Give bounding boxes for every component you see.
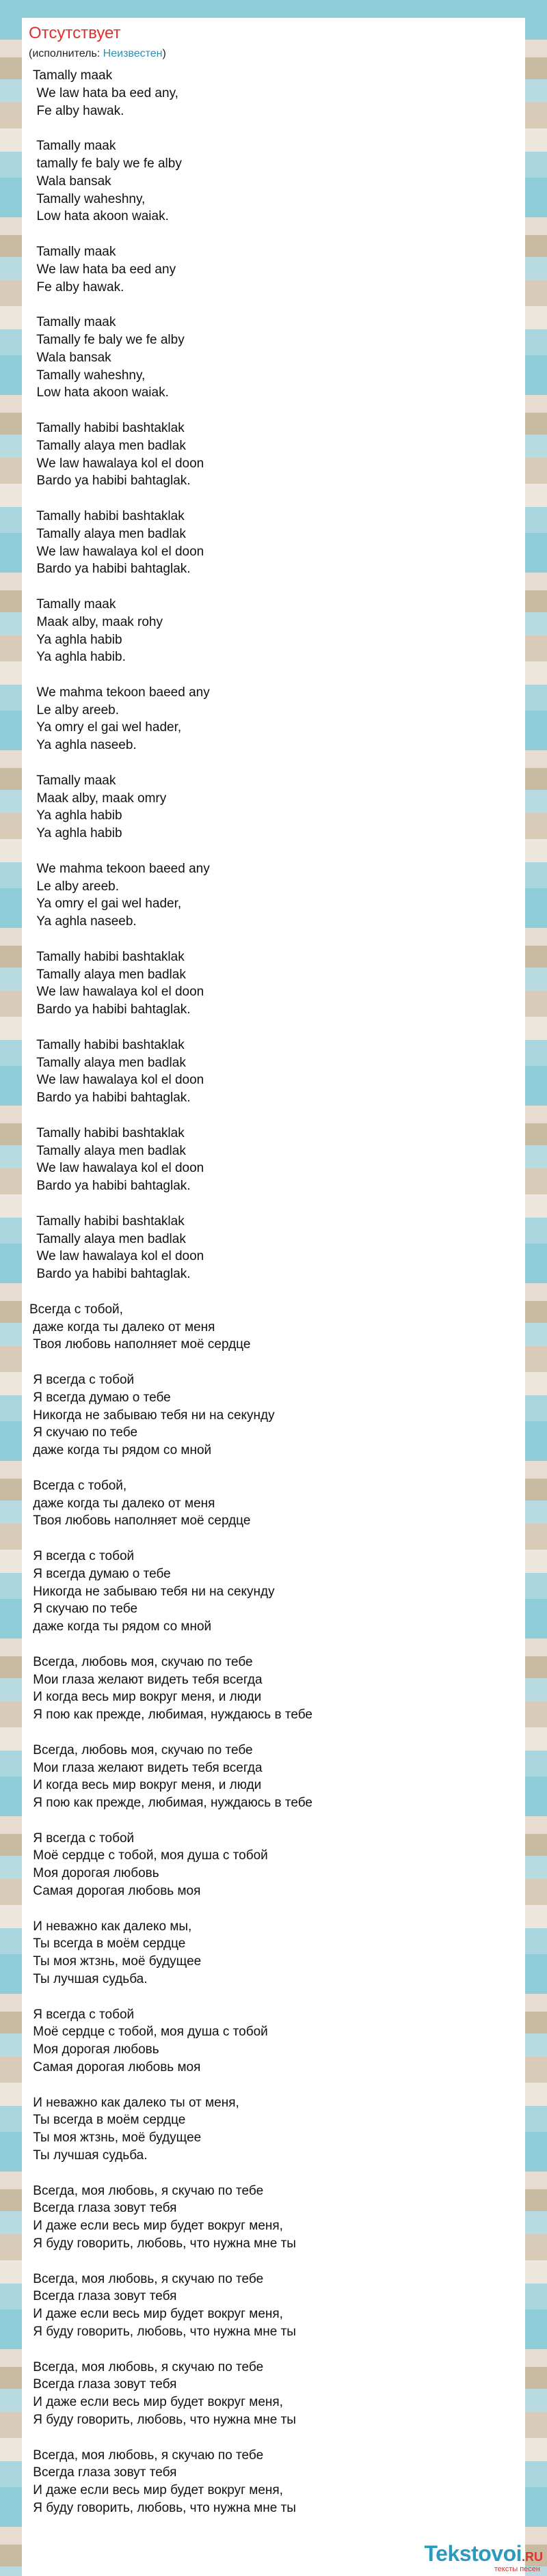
lyric-line: Я буду говорить, любовь, что нужна мне ты	[29, 2325, 296, 2339]
lyrics-stanza	[29, 1477, 515, 1530]
lyric-line: We law hawalaya kol el doon	[29, 456, 204, 471]
lyric-line: И неважно как далеко мы,	[29, 1919, 192, 1934]
lyric-line: Tamally fe baly we fe alby	[29, 332, 185, 347]
lyric-line: Tamally alaya men badlak	[29, 1143, 186, 1158]
lyric-line: Tamally maak	[29, 68, 113, 83]
lyric-line: Я всегда думаю о тебе	[29, 1390, 171, 1405]
lyric-line: We law hawalaya kol el doon	[29, 1249, 204, 1264]
lyrics-stanza	[29, 948, 515, 1019]
lyrics-stanza	[29, 508, 515, 578]
lyric-line: Я всегда думаю о тебе	[29, 1566, 171, 1581]
lyric-line: Tamally maak	[29, 315, 116, 330]
lyrics-stanza	[29, 2359, 515, 2429]
lyric-line: Всегда глаза зовут тебя	[29, 2201, 177, 2216]
lyrics-stanza	[29, 684, 515, 754]
lyrics-stanza	[29, 67, 515, 120]
lyric-line: Wala bansak	[29, 174, 111, 189]
lyric-line: Я пою как прежде, любимая, нуждаюсь в тебе	[29, 1708, 312, 1723]
lyric-line: Tamally habibi bashtaklak	[29, 1037, 185, 1052]
lyrics-stanza	[29, 2094, 515, 2165]
lyrics-stanza	[29, 2271, 515, 2341]
logo-wordmark: Tekstovoi	[424, 2541, 522, 2566]
lyric-line: We law hawalaya kol el doon	[29, 1073, 204, 1088]
lyric-line: Я пою как прежде, любимая, нуждаюсь в тебе	[29, 1796, 312, 1811]
lyric-line: Всегда, любовь моя, скучаю по тебе	[29, 1654, 253, 1669]
lyric-line: Tamally alaya men badlak	[29, 1231, 186, 1246]
lyric-line: Tamally alaya men badlak	[29, 526, 186, 541]
lyric-line: Le alby areeb.	[29, 702, 119, 717]
lyrics-stanza	[29, 1830, 515, 1900]
lyric-line: Твоя любовь наполняет моё сердце	[29, 1337, 251, 1352]
lyric-line: We law hawalaya kol el doon	[29, 544, 204, 559]
artist-link[interactable]: Неизвестен	[103, 48, 163, 59]
lyric-line: даже когда ты далеко от меня	[29, 1496, 215, 1511]
lyric-line: И неважно как далеко ты от меня,	[29, 2095, 239, 2110]
lyric-line: Tamally waheshny,	[29, 191, 146, 206]
lyrics-stanza	[29, 1548, 515, 1636]
lyric-line: Tamally maak	[29, 597, 116, 612]
lyric-line: Maak alby, maak omry	[29, 791, 167, 806]
lyric-line: И даже если весь мир будет вокруг меня,	[29, 2395, 283, 2410]
lyric-line: Le alby areeb.	[29, 879, 119, 894]
lyric-line: Моё сердце с тобой, моя душа с тобой	[29, 2025, 268, 2040]
artist-suffix: )	[162, 48, 166, 59]
lyric-line: We mahma tekoon baeed any	[29, 861, 210, 876]
lyrics-stanza	[29, 420, 515, 490]
site-logo[interactable]	[425, 2542, 544, 2573]
lyric-line: Fe alby hawak.	[29, 279, 124, 294]
lyric-line: Wala bansak	[29, 350, 111, 365]
lyric-line: Я всегда с тобой	[29, 1831, 135, 1846]
lyric-line: Моё сердце с тобой, моя душа с тобой	[29, 1848, 268, 1863]
lyrics-stanza	[29, 860, 515, 931]
logo-domain: .RU	[522, 2550, 543, 2564]
lyric-line: We law hata ba eed any	[29, 262, 176, 277]
lyric-line: We law hata ba eed any,	[29, 85, 178, 100]
lyric-line: Всегда глаза зовут тебя	[29, 2289, 177, 2304]
lyric-line: Моя дорогая любовь	[29, 2042, 159, 2057]
lyric-line: Мои глаза желают видеть тебя всегда	[29, 1672, 263, 1687]
lyric-line: Low hata akoon waiak.	[29, 385, 169, 400]
lyrics-page	[22, 18, 525, 2576]
lyric-line: Всегда глаза зовут тебя	[29, 2465, 177, 2480]
lyric-line: Я буду говорить, любовь, что нужна мне ты	[29, 2412, 296, 2427]
lyric-line: Ya aghla habib.	[29, 650, 126, 665]
lyric-line: Твоя любовь наполняет моё сердце	[29, 1513, 251, 1529]
lyric-line: Всегда с тобой,	[29, 1478, 127, 1493]
lyrics-stanza	[29, 596, 515, 666]
lyric-line: Bardo ya habibi bahtaglak.	[29, 1002, 191, 1017]
lyrics-stanza	[29, 1301, 515, 1354]
lyric-line: Ты моя жтзнь, моё будущее	[29, 1954, 202, 1969]
lyric-line: We law hawalaya kol el doon	[29, 1161, 204, 1176]
lyric-line: Мои глаза желают видеть тебя всегда	[29, 1760, 263, 1775]
lyrics-stanza	[29, 1654, 515, 1724]
lyric-line: Ты всегда в моём сердце	[29, 1936, 186, 1951]
lyric-line: Tamally habibi bashtaklak	[29, 949, 185, 964]
lyric-line: Я буду говорить, любовь, что нужна мне ты	[29, 2500, 296, 2515]
lyrics-stanza	[29, 1037, 515, 1107]
lyric-line: Tamally maak	[29, 773, 116, 788]
lyric-line: Tamally waheshny,	[29, 368, 146, 383]
lyric-line: Ya aghla naseeb.	[29, 738, 137, 753]
lyric-line: Ya aghla habib	[29, 826, 122, 841]
lyric-line: Ya omry el gai wel hader,	[29, 896, 182, 912]
lyric-line: Bardo ya habibi bahtaglak.	[29, 1179, 191, 1194]
lyric-line: Самая дорогая любовь моя	[29, 2060, 201, 2075]
lyric-line: И когда весь мир вокруг меня, и люди	[29, 1778, 262, 1793]
lyric-line: Low hata akoon waiak.	[29, 209, 169, 224]
lyric-line: tamally fe baly we fe alby	[29, 156, 182, 171]
lyric-line: Ya aghla naseeb.	[29, 914, 137, 929]
lyric-line: Tamally maak	[29, 139, 116, 154]
lyric-line: Никогда не забываю тебя ни на секунду	[29, 1584, 275, 1599]
lyric-line: Всегда, моя любовь, я скучаю по тебе	[29, 2359, 264, 2374]
lyric-line: We mahma tekoon baeed any	[29, 685, 210, 700]
lyrics-stanza	[29, 1125, 515, 1195]
artist-credit	[29, 47, 166, 61]
lyrics-stanza	[29, 1371, 515, 1460]
logo-tagline: тексты песен	[494, 2565, 540, 2573]
lyric-line: Никогда не забываю тебя ни на секунду	[29, 1408, 275, 1423]
lyric-line: Всегда с тобой,	[29, 1302, 123, 1317]
lyric-line: Ты лучшая судьба.	[29, 2148, 148, 2163]
lyric-line: Ya omry el gai wel hader,	[29, 720, 182, 735]
lyric-line: Всегда, моя любовь, я скучаю по тебе	[29, 2183, 264, 2198]
lyric-line: Всегда глаза зовут тебя	[29, 2377, 177, 2392]
lyric-line: даже когда ты рядом со мной	[29, 1443, 212, 1458]
lyric-line: Всегда, моя любовь, я скучаю по тебе	[29, 2448, 264, 2463]
lyric-line: И даже если весь мир будет вокруг меня,	[29, 2483, 283, 2498]
lyric-line: Tamally habibi bashtaklak	[29, 1214, 185, 1229]
lyric-line: Я скучаю по тебе	[29, 1425, 138, 1440]
lyrics-stanza	[29, 243, 515, 296]
lyrics-stanza	[29, 1742, 515, 1812]
lyric-line: Fe alby hawak.	[29, 103, 124, 118]
lyric-line: Tamally alaya men badlak	[29, 967, 186, 982]
artist-prefix: (исполнитель:	[29, 48, 103, 59]
lyrics-stanza	[29, 2006, 515, 2077]
lyric-line: Tamally habibi bashtaklak	[29, 508, 185, 523]
lyric-line: И даже если весь мир будет вокруг меня,	[29, 2219, 283, 2234]
lyric-line: Maak alby, maak rohy	[29, 614, 163, 629]
song-title: Отсутствует	[29, 24, 121, 42]
lyric-line: Tamally alaya men badlak	[29, 1055, 186, 1070]
lyrics-stanza	[29, 314, 515, 402]
lyric-line: Я скучаю по тебе	[29, 1602, 138, 1617]
lyrics-stanza	[29, 1213, 515, 1283]
lyric-line: Ya aghla habib	[29, 808, 122, 823]
lyric-line: Я всегда с тобой	[29, 1372, 135, 1387]
lyric-line: даже когда ты рядом со мной	[29, 1619, 212, 1634]
lyric-line: Bardo ya habibi bahtaglak.	[29, 1267, 191, 1282]
lyric-line: Tamally maak	[29, 244, 116, 259]
lyric-line: We law hawalaya kol el doon	[29, 985, 204, 1000]
lyric-line: Моя дорогая любовь	[29, 1866, 159, 1881]
lyric-line: Bardo ya habibi bahtaglak.	[29, 474, 191, 489]
lyric-line: Tamally alaya men badlak	[29, 438, 186, 453]
lyrics-stanza	[29, 1918, 515, 1988]
lyric-line: Bardo ya habibi bahtaglak.	[29, 562, 191, 577]
lyric-line: Tamally habibi bashtaklak	[29, 1125, 185, 1140]
lyric-line: Я буду говорить, любовь, что нужна мне ты	[29, 2236, 296, 2251]
lyrics-stanza	[29, 2182, 515, 2253]
lyric-line: даже когда ты далеко от меня	[29, 1319, 215, 1334]
lyric-line: Ya aghla habib	[29, 632, 122, 647]
lyric-line: И даже если весь мир будет вокруг меня,	[29, 2307, 283, 2322]
lyric-line: Всегда, моя любовь, я скучаю по тебе	[29, 2271, 264, 2286]
lyric-line: Tamally habibi bashtaklak	[29, 420, 185, 435]
lyric-line: Ты лучшая судьба.	[29, 1972, 148, 1987]
lyric-line: И когда весь мир вокруг меня, и люди	[29, 1690, 262, 1705]
lyric-line: Ты всегда в моём сердце	[29, 2113, 186, 2128]
lyrics-stanza	[29, 772, 515, 842]
lyrics-text	[29, 67, 515, 2535]
lyrics-stanza	[29, 137, 515, 225]
lyric-line: Я всегда с тобой	[29, 2007, 135, 2022]
lyric-line: Ты моя жтзнь, моё будущее	[29, 2130, 202, 2146]
lyric-line: Всегда, любовь моя, скучаю по тебе	[29, 1742, 253, 1757]
lyric-line: Самая дорогая любовь моя	[29, 1884, 201, 1899]
lyrics-stanza	[29, 2447, 515, 2517]
lyric-line: Я всегда с тобой	[29, 1548, 135, 1563]
lyric-line: Bardo ya habibi bahtaglak.	[29, 1091, 191, 1106]
